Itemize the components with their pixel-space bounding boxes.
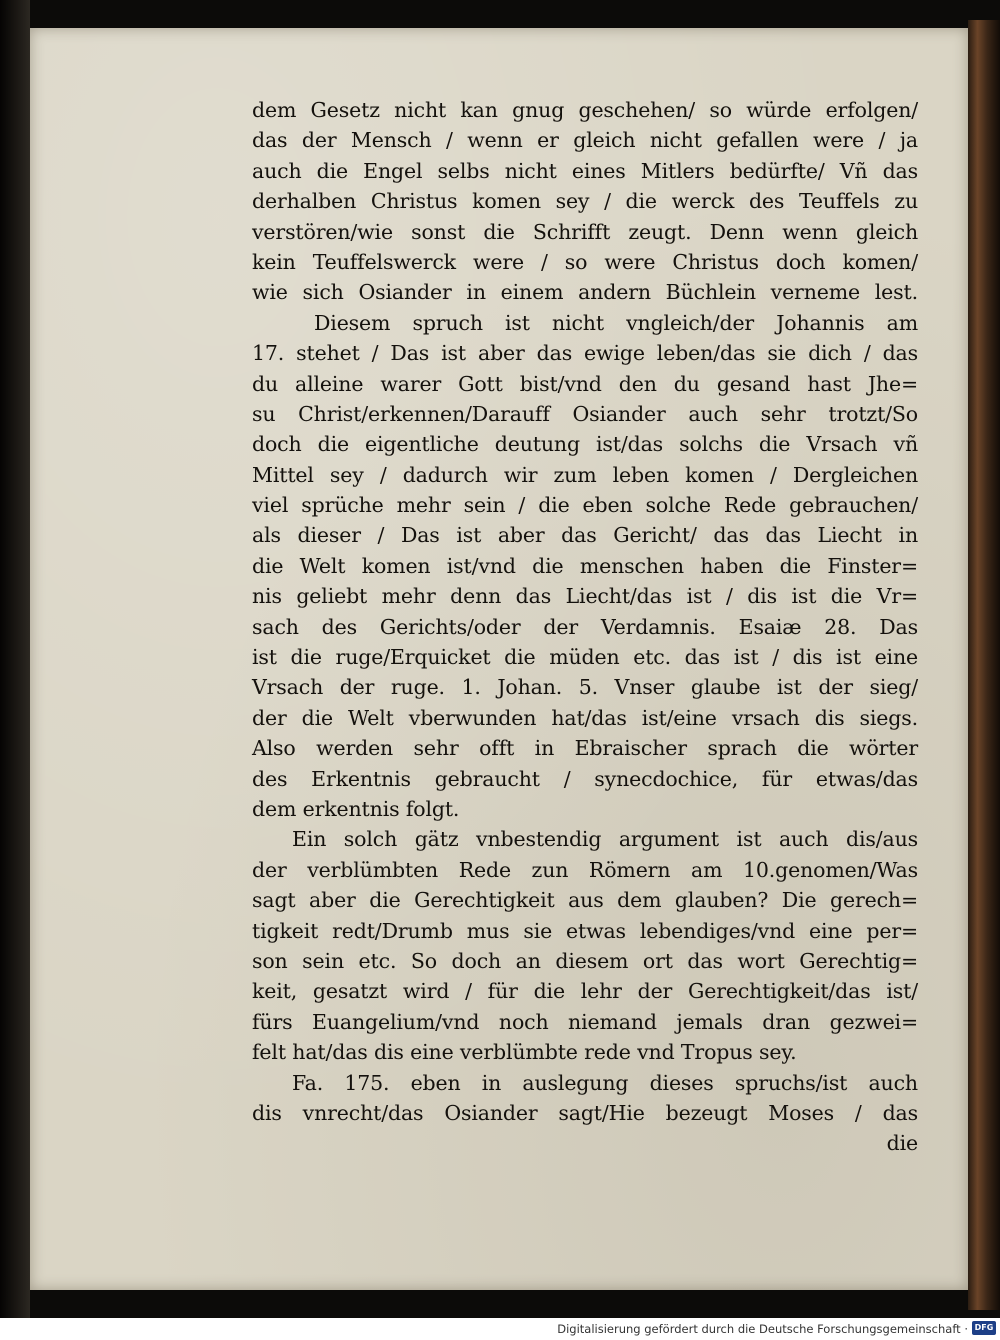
text-line: nis geliebt mehr denn das Liecht/das ist / dis ist die Vr= bbox=[252, 584, 918, 609]
text-line: viel sprüche mehr sein / die eben solche Rede gebrauchen/ bbox=[252, 493, 918, 518]
text-line: wie sich Osiander in einem andern Büchlein verneme lest. bbox=[252, 280, 918, 305]
text-line: keit, gesatzt wird / für die lehr der Gerechtigkeit/das ist/ bbox=[252, 979, 918, 1004]
text-line: ist die ruge/Erquicket die müden etc. das ist / dis ist eine bbox=[252, 645, 918, 670]
page-edge bbox=[968, 20, 1000, 1310]
text-line: kein Teuffelswerck were / so were Christus doch komen/ bbox=[252, 249, 918, 274]
text-line: als dieser / Das ist aber das Gericht/ das das Liecht in bbox=[252, 523, 918, 548]
text-line: sagt aber die Gerechtigkeit aus dem glauben? Die gerech= bbox=[252, 888, 918, 913]
footer-bar bbox=[0, 1318, 1000, 1340]
text-line: Vrsach der ruge. 1. Johan. 5. Vnser glaube ist der sieg/ bbox=[252, 675, 918, 700]
text-line: Mittel sey / dadurch wir zum leben komen / Dergleichen bbox=[252, 462, 918, 487]
text-line: der die Welt vberwunden hat/das ist/eine vrsach dis siegs. bbox=[252, 705, 918, 730]
text-line: Fa. 175. eben in auslegung dieses spruchs/ist auch bbox=[292, 1070, 918, 1095]
gutter-shadow bbox=[0, 0, 30, 1318]
text-line: das der Mensch / wenn er gleich nicht gefallen were / ja bbox=[252, 128, 918, 153]
body-text bbox=[252, 95, 918, 1159]
text-line: felt hat/das dis eine verblümbte rede vnd Tropus sey. bbox=[252, 1040, 797, 1065]
funding-notice: Digitalisierung gefördert durch die Deutsche Forschungsgemeinschaft · bbox=[557, 1322, 968, 1336]
text-line: su Christ/erkennen/Darauff Osiander auch sehr trotzt/So bbox=[252, 401, 918, 426]
text-line: Ein solch gätz vnbestendig argument ist auch dis/aus bbox=[292, 827, 918, 852]
dfg-logo: DFG bbox=[972, 1321, 996, 1335]
text-line: fürs Euangelium/vnd noch niemand jemals dran gezwei= bbox=[252, 1009, 918, 1034]
text-line: Diesem spruch ist nicht vngleich/der Johannis am bbox=[314, 310, 918, 335]
text-line: son sein etc. So doch an diesem ort das wort Gerechtig= bbox=[252, 948, 918, 973]
text-line: die Welt komen ist/vnd die menschen haben die Finster= bbox=[252, 553, 918, 578]
text-line: der verblümbten Rede zun Römern am 10.genomen/Was bbox=[252, 857, 918, 882]
text-line: verstören/wie sonst die Schrifft zeugt. Denn wenn gleich bbox=[252, 219, 918, 244]
text-line: sach des Gerichts/oder der Verdamnis. Esaiæ 28. Das bbox=[252, 614, 918, 639]
text-line: Also werden sehr offt in Ebraischer sprach die wörter bbox=[252, 736, 918, 761]
text-line: doch die eigentliche deutung ist/das solchs die Vrsach vñ bbox=[252, 432, 918, 457]
text-line: dem erkentnis folgt. bbox=[252, 796, 460, 821]
text-line: tigkeit redt/Drumb mus sie etwas lebendiges/vnd eine per= bbox=[252, 918, 918, 943]
text-line: 17. stehet / Das ist aber das ewige leben/das sie dich / das bbox=[252, 341, 918, 366]
text-line: des Erkentnis gebraucht / synecdochice, für etwas/das bbox=[252, 766, 918, 791]
text-line: derhalben Christus komen sey / die werck des Teuffels zu bbox=[252, 189, 918, 214]
text-line: dis vnrecht/das Osiander sagt/Hie bezeugt Moses / das bbox=[252, 1100, 918, 1125]
text-line: auch die Engel selbs nicht eines Mitlers bedürfte/ Vñ das bbox=[252, 158, 918, 183]
text-line: du alleine warer Gott bist/vnd den du gesand hast Jhe= bbox=[252, 371, 918, 396]
text-line: dem Gesetz nicht kan gnug geschehen/ so würde erfolgen/ bbox=[252, 98, 918, 122]
catchword: die bbox=[886, 1131, 918, 1156]
